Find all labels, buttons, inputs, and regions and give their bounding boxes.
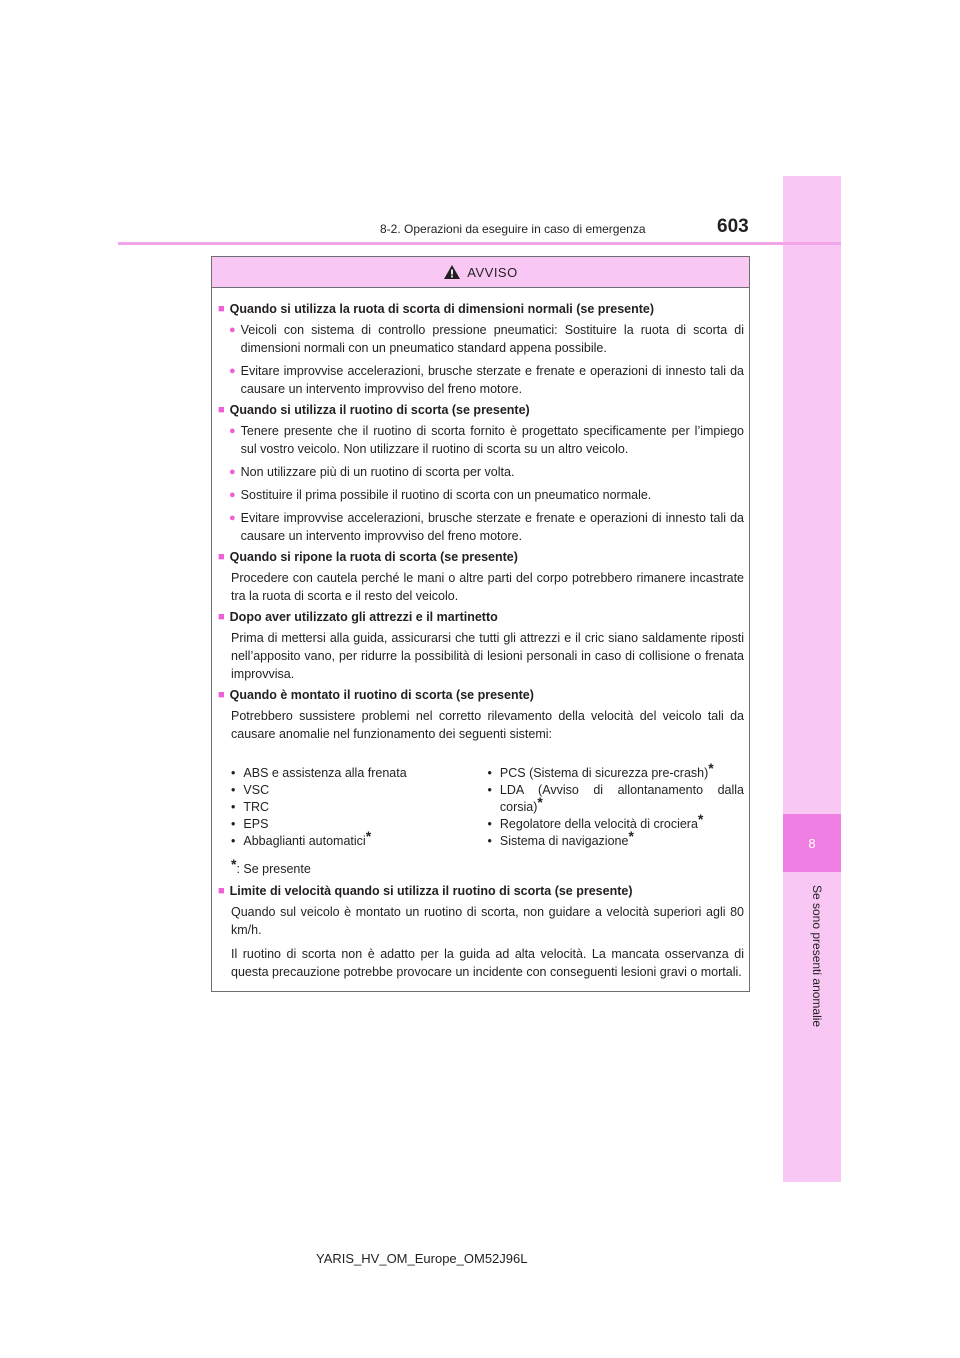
asterisk-mark: * <box>708 760 714 776</box>
section-heading: Limite di velocità quando si utilizza il ruotino di scorta (se presente) <box>229 884 633 898</box>
system-item: • TRC <box>231 799 488 816</box>
section-title: 8-2. Operazioni da eseguire in caso di emergenza <box>380 222 646 236</box>
square-bullet-icon: ■ <box>218 885 225 897</box>
circle-bullet-icon: ● <box>229 365 236 377</box>
warning-triangle-icon <box>443 264 461 280</box>
bullet-text: Veicoli con sistema di controllo pressione pneumatici: Sostituire la ruota di scorta di dimensioni normali con un pneumatico standard appena possibile. <box>240 323 744 355</box>
section-compact-spare <box>218 401 744 545</box>
square-bullet-icon: ■ <box>218 689 225 701</box>
chapter-title: Se sono presenti anomalie <box>810 885 824 1028</box>
circle-bullet-icon: ● <box>229 466 236 478</box>
system-item: • PCS (Sistema di sicurezza pre-crash)* <box>488 765 745 782</box>
chapter-number: 8 <box>783 814 841 872</box>
system-item: • VSC <box>231 782 488 799</box>
footnote <box>218 856 744 878</box>
asterisk-mark: * <box>697 811 704 827</box>
systems-right <box>488 760 745 850</box>
section-heading: Quando è montato il ruotino di scorta (se presente) <box>229 688 534 702</box>
bullet-text: Non utilizzare più di un ruotino di scorta per volta. <box>240 465 515 479</box>
section-text: Prima di mettersi alla guida, assicurarsi che tutti gli attrezzi e il cric siano saldamente riposti nell’apposito vano, per ridurre la possibilità di lesioni personali in caso di collisione o frenata improvvisa. <box>231 631 744 681</box>
bullet-text: Evitare improvvise accelerazioni, brusche sterzate e frenate e operazioni di innesto tali da causare un intervento improvviso del freno motore. <box>240 364 744 396</box>
section-normal-spare <box>218 300 744 398</box>
asterisk-mark: * <box>231 856 237 872</box>
systems-left <box>231 765 488 850</box>
warning-header <box>212 257 749 288</box>
circle-bullet-icon: ● <box>229 324 236 336</box>
warning-content <box>212 288 749 981</box>
footnote-text: : Se presente <box>236 862 311 876</box>
square-bullet-icon: ■ <box>218 551 225 563</box>
warning-box <box>211 256 750 992</box>
bullet-text: Sostituire il prima possibile il ruotino di scorta con un pneumatico normale. <box>240 488 652 502</box>
section-text: Quando sul veicolo è montato un ruotino di scorta, non guidare a velocità superiori agli 80 km/h. <box>231 905 744 937</box>
section-spare-mounted <box>218 686 744 878</box>
section-after-tools <box>218 608 744 683</box>
section-heading: Quando si ripone la ruota di scorta (se presente) <box>229 550 518 564</box>
section-heading: Quando si utilizza la ruota di scorta di dimensioni normali (se presente) <box>229 302 655 316</box>
circle-bullet-icon: ● <box>229 489 236 501</box>
section-text: Il ruotino di scorta non è adatto per la guida ad alta velocità. La mancata osservanza di questa precauzione potrebbe provocare un incidente con conseguenti lesioni gravi o mortali. <box>231 947 744 979</box>
systems-list <box>218 760 744 850</box>
asterisk-mark: * <box>628 828 634 844</box>
square-bullet-icon: ■ <box>218 611 225 623</box>
system-item: • Regolatore della velocità di crociera* <box>488 816 745 833</box>
circle-bullet-icon: ● <box>229 512 236 524</box>
asterisk-mark: * <box>365 828 372 844</box>
section-text: Potrebbero sussistere problemi nel corretto rilevamento della velocità del veicolo tali da causare anomalie nel funzionamento dei seguenti sistemi: <box>231 709 744 741</box>
square-bullet-icon: ■ <box>218 404 225 416</box>
system-item: • Sistema di navigazione* <box>488 833 745 850</box>
system-item: • ABS e assistenza alla frenata <box>231 765 488 782</box>
bullet-text: Evitare improvvise accelerazioni, brusche sterzate e frenate e operazioni di innesto tali da causare un intervento improvviso del freno motore. <box>240 511 744 543</box>
header-divider <box>118 242 841 245</box>
section-heading: Quando si utilizza il ruotino di scorta (se presente) <box>229 403 530 417</box>
square-bullet-icon: ■ <box>218 303 225 315</box>
section-heading: Dopo aver utilizzato gli attrezzi e il martinetto <box>229 610 498 624</box>
warning-title: AVVISO <box>467 264 518 280</box>
circle-bullet-icon: ● <box>229 425 236 437</box>
section-text: Procedere con cautela perché le mani o altre parti del corpo potrebbero rimanere incastrate tra la ruota di scorta e il resto del veicolo. <box>231 571 744 603</box>
bullet-text: Tenere presente che il ruotino di scorta fornito è progettato specificamente per l’impiego sul vostro veicolo. Non utilizzare il ruotino di scorta su un altro veicolo. <box>240 424 744 456</box>
page-number: 603 <box>717 216 749 237</box>
section-storing-spare <box>218 548 744 605</box>
doc-code: YARIS_HV_OM_Europe_OM52J96L <box>316 1251 528 1266</box>
system-item: • Abbaglianti automatici* <box>231 833 488 850</box>
system-item: • LDA (Avviso di allontanamento dalla corsia)* <box>488 782 745 816</box>
asterisk-mark: * <box>537 794 543 810</box>
system-item: • EPS <box>231 816 488 833</box>
section-speed-limit <box>218 882 744 981</box>
